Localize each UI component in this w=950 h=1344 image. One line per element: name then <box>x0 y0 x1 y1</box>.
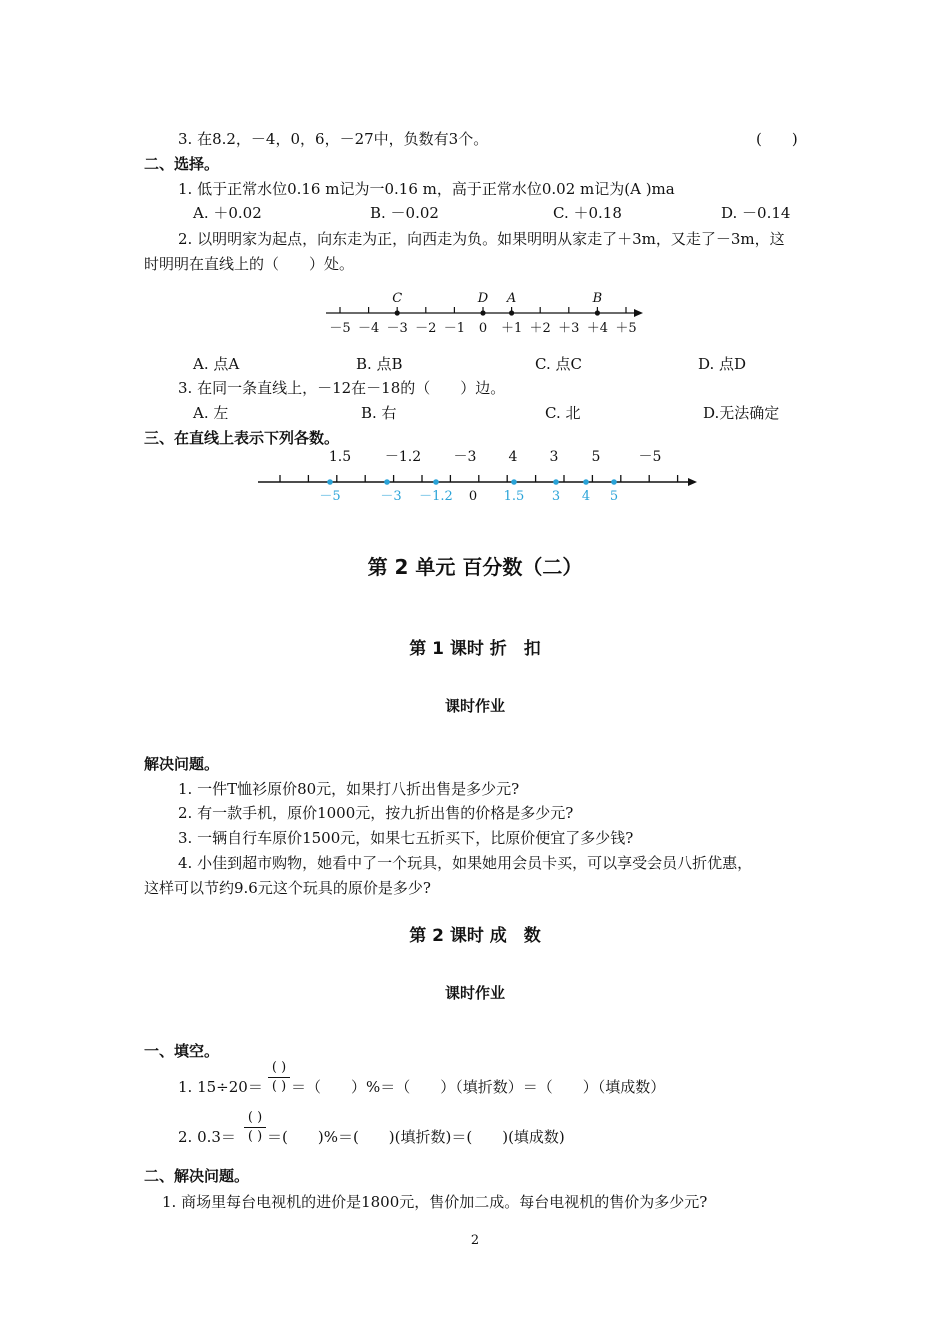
problem-4-line2: 这样可以节约9.6元这个玩具的原价是多少? <box>144 879 431 897</box>
answer-label: 1.5 <box>503 489 525 504</box>
choice-q2-line1: 2. 以明明家为起点，向东走为正，向西走为负。如果明明从家走了＋3m，又走了－3m，这 <box>178 230 785 248</box>
problem-4: 4. 小佳到超市购物，她看中了一个玩具，如果她用会员卡买，可以享受会员八折优惠， <box>178 854 753 872</box>
choice-q2-option-b: B. 点B <box>356 355 403 373</box>
choice-q3-option-c: C. 北 <box>545 404 581 422</box>
given-number: 3 <box>549 449 559 465</box>
tick-label: －2 <box>415 321 437 336</box>
answer-point <box>553 479 559 485</box>
tick-label: －5 <box>329 321 351 336</box>
answer-number-line <box>250 444 702 506</box>
point-dot <box>595 310 600 315</box>
choice-q3-option-d: D.无法确定 <box>703 404 780 422</box>
tick-label: 0 <box>478 321 488 336</box>
fill-q2-suffix: ＝( )%＝( )(填折数)＝( )(填成数) <box>267 1128 565 1146</box>
choice-q1-option-d: D. －0.14 <box>721 204 791 222</box>
answer-point <box>511 479 517 485</box>
choice-q1-option-b: B. －0.02 <box>370 204 439 222</box>
point-label: B <box>592 291 603 306</box>
point-dot <box>509 310 514 315</box>
tick-label: ＋3 <box>558 321 580 336</box>
section-heading-choice: 二、选择。 <box>144 155 220 173</box>
choice-q2-option-d: D. 点D <box>698 355 747 373</box>
fill-q2-denominator: ( ) <box>247 1129 263 1144</box>
point-dot <box>480 310 485 315</box>
answer-point <box>611 479 617 485</box>
judge-item-3: 3. 在8.2，－4，0，6，－27中，负数有3个。 <box>178 130 489 148</box>
fill-q1-prefix: 1. 15÷20＝ <box>178 1078 263 1096</box>
fill-q2-numerator: ( ) <box>247 1110 263 1125</box>
given-number: －3 <box>453 449 477 465</box>
answer-label: 4 <box>581 489 591 504</box>
answer-paren: ( ) <box>756 130 798 148</box>
point-dot <box>395 310 400 315</box>
point-label: D <box>477 291 489 306</box>
answer-point <box>583 479 589 485</box>
choice-q1: 1. 低于正常水位0.16 m记为一0.16 m，高于正常水位0.02 m记为(A )ma <box>178 180 675 198</box>
choice-q1-option-a: A. ＋0.02 <box>193 204 262 222</box>
fill-q1-suffix: ＝（ ）%＝（ ）（填折数）＝（ ）（填成数） <box>291 1078 666 1096</box>
given-number: －5 <box>638 449 662 465</box>
choice-q1-option-c: C. ＋0.18 <box>553 204 622 222</box>
point-label: C <box>392 291 403 306</box>
answer-label: －3 <box>380 489 402 504</box>
fill-q1-numerator: ( ) <box>271 1060 287 1075</box>
answer-label: 3 <box>551 489 561 504</box>
fill-q1-fraction <box>268 1060 290 1095</box>
lesson-2-homework: 课时作业 <box>444 984 505 1002</box>
unit-title: 第 2 单元 百分数（二） <box>367 555 583 579</box>
given-number: －1.2 <box>384 449 422 465</box>
fraction-bar <box>268 1077 290 1078</box>
answer-label: 0 <box>468 489 478 504</box>
answer-label: －5 <box>319 489 341 504</box>
fraction-bar <box>244 1127 266 1128</box>
tick-label: ＋1 <box>500 321 523 336</box>
fill-heading: 一、填空。 <box>144 1042 220 1060</box>
problem-3: 3. 一辆自行车原价1500元，如果七五折买下，比原价便宜了多少钱? <box>178 829 634 847</box>
problem-2: 2. 有一款手机，原价1000元，按九折出售的价格是多少元? <box>178 804 574 822</box>
solve-q1: 1. 商场里每台电视机的进价是1800元，售价加二成。每台电视机的售价为多少元? <box>162 1193 708 1211</box>
given-number: 1.5 <box>328 449 352 465</box>
answer-point <box>433 479 439 485</box>
problems-heading: 解决问题。 <box>144 755 220 773</box>
fill-q2-prefix: 2. 0.3＝ <box>178 1128 236 1146</box>
lesson-2-title: 第 2 课时 成 数 <box>409 926 541 946</box>
tick-label: －4 <box>357 321 380 336</box>
lesson-1-title: 第 1 课时 折 扣 <box>409 639 541 659</box>
fill-q2-fraction <box>244 1110 266 1145</box>
choice-q3-option-a: A. 左 <box>193 404 229 422</box>
lesson-1-homework: 课时作业 <box>444 697 505 715</box>
tick-label: ＋4 <box>586 321 609 336</box>
given-number: 5 <box>591 449 601 465</box>
solve-heading: 二、解决问题。 <box>144 1167 250 1185</box>
number-line-diagram <box>310 288 650 340</box>
tick-label: －1 <box>443 321 466 336</box>
point-label: A <box>506 291 517 306</box>
number-line-arrow <box>634 309 643 317</box>
given-number: 4 <box>508 449 518 465</box>
choice-q2-option-a: A. 点A <box>193 355 240 373</box>
fill-q1-denominator: ( ) <box>271 1079 287 1094</box>
tick-label: ＋5 <box>615 321 637 336</box>
problem-1: 1. 一件T恤衫原价80元，如果打八折出售是多少元? <box>178 780 520 798</box>
section-heading-numberline: 三、在直线上表示下列各数。 <box>144 429 340 447</box>
answer-point <box>384 479 390 485</box>
answer-label: －1.2 <box>419 489 453 504</box>
answer-label: 5 <box>609 489 619 504</box>
answer-axis-arrow <box>688 478 697 486</box>
choice-q2-option-c: C. 点C <box>535 355 582 373</box>
choice-q3-option-b: B. 右 <box>361 404 397 422</box>
choice-q2-line2: 时明明在直线上的（ ）处。 <box>144 255 355 273</box>
page-number: 2 <box>470 1233 480 1248</box>
answer-point <box>327 479 333 485</box>
tick-label: ＋2 <box>529 321 551 336</box>
tick-label: －3 <box>386 321 408 336</box>
choice-q3: 3. 在同一条直线上，－12在－18的（ ）边。 <box>178 379 506 397</box>
